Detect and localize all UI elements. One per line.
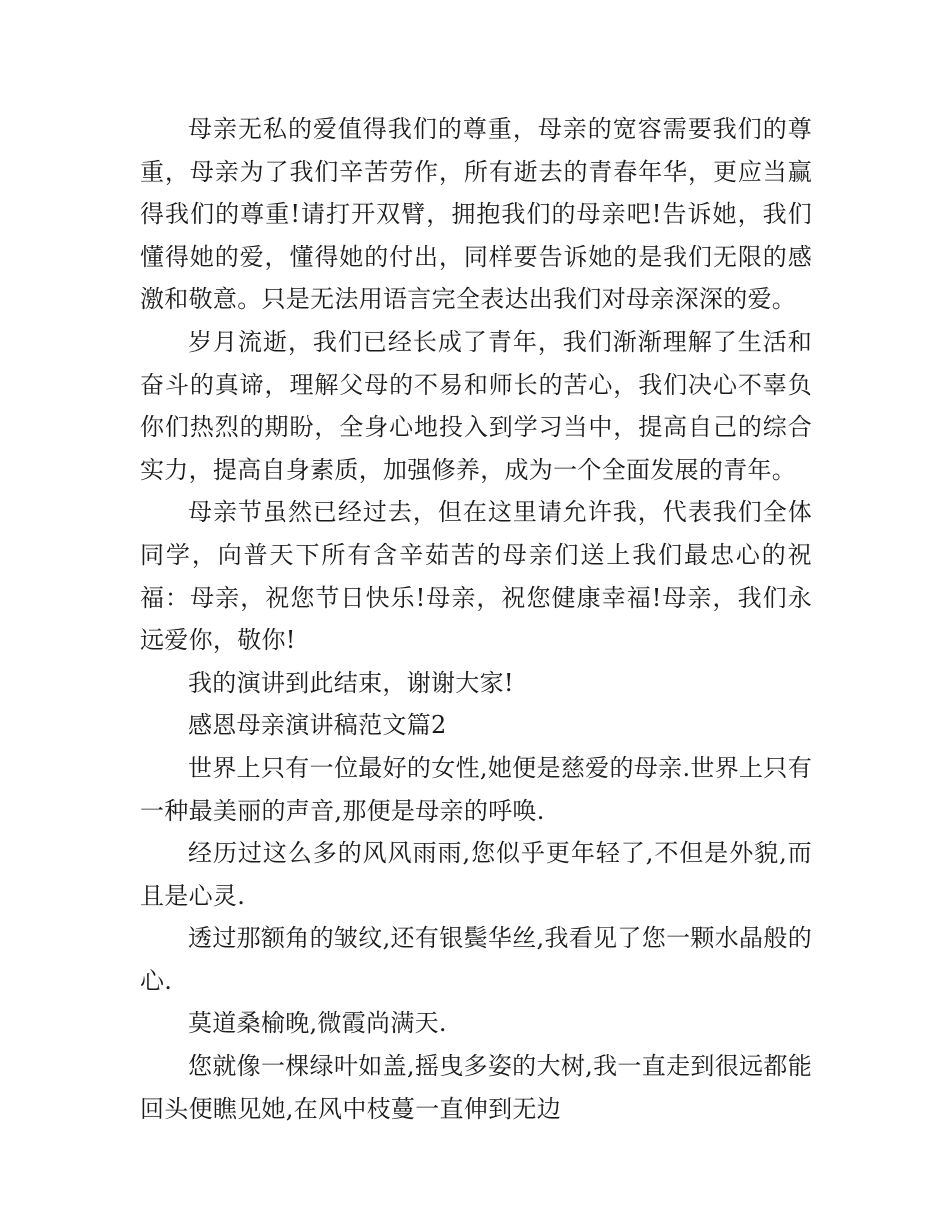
paragraph-wrinkles: 透过那额角的皱纹,还有银鬓华丝,我看见了您一颗水晶般的心. bbox=[140, 924, 812, 995]
paragraph-mothers-day-wishes: 母亲节虽然已经过去，但在这里请允许我，代表我们全体同学，向普天下所有含辛茹苦的母亲们送上我们最忠心的祝福：母亲，祝您节日快乐!母亲，祝您健康幸福!母亲，我们永远爱你，敬你! bbox=[140, 498, 812, 655]
paragraph-younger: 经历过这么多的风风雨雨,您似乎更年轻了,不但是外貌,而且是心灵. bbox=[140, 839, 812, 910]
paragraph-years-passing: 岁月流逝，我们已经长成了青年，我们渐渐理解了生活和奋斗的真谛，理解父母的不易和师长的苦心，我们决心不辜负你们热烈的期盼，全身心地投入到学习当中，提高自己的综合实力，提高自身素质，加强修养，成为一个全面发展的青年。 bbox=[140, 327, 812, 484]
section-heading-article-2: 感恩母亲演讲稿范文篇2 bbox=[188, 711, 447, 740]
paragraph-respect-mother: 母亲无私的爱值得我们的尊重，母亲的宽容需要我们的尊重，母亲为了我们辛苦劳作，所有逝去的青春年华，更应当赢得我们的尊重!请打开双臂，拥抱我们的母亲吧!告诉她，我们懂得她的爱，懂得她的付出，同样要告诉她的是我们无限的感激和敬意。只是无法用语言完全表达出我们对母亲深深的爱。 bbox=[140, 115, 812, 314]
paragraph-sunset-verse: 莫道桑榆晚,微霞尚满天. bbox=[188, 1009, 447, 1038]
paragraph-big-tree: 您就像一棵绿叶如盖,摇曳多姿的大树,我一直走到很远都能回头便瞧见她,在风中枝蔓一直伸到无边 bbox=[140, 1052, 812, 1123]
paragraph-best-woman: 世界上只有一位最好的女性,她便是慈爱的母亲.世界上只有一种最美丽的声音,那便是母亲的呼唤. bbox=[140, 753, 812, 825]
document-body bbox=[140, 108, 812, 1130]
paragraph-speech-end: 我的演讲到此结束，谢谢大家! bbox=[188, 668, 514, 697]
